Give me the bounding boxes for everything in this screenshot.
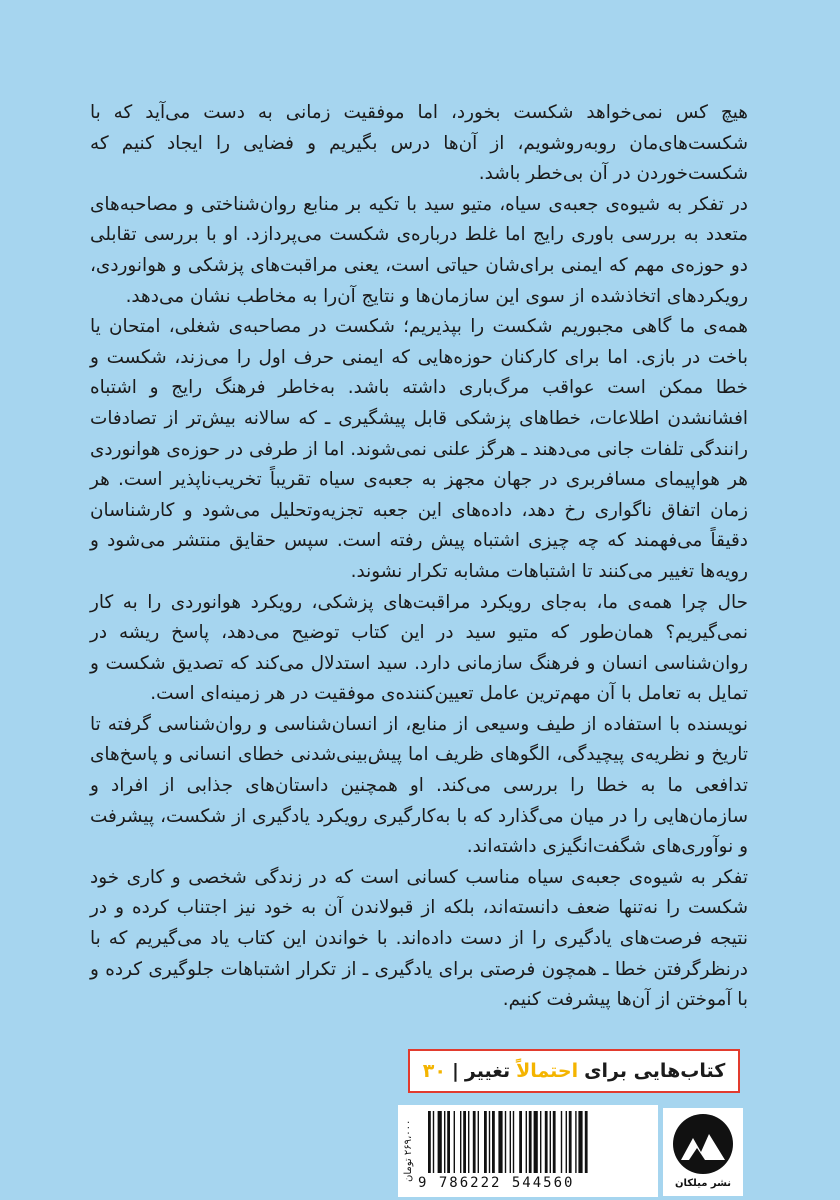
back-cover-text <box>90 98 748 1016</box>
paragraph: در تفکر به شیوه‌ی جعبه‌ی سیاه، متیو سید با تکیه بر منابع روان‌شناختی و مصاحبه‌های متعدد به بررسی باوری رایج اما غلط درباره‌ی شکست می‌پردازد. او با بررسی تقابلی دو حوزه‌ی مهم که ایمنی برای‌شان حیاتی است، یعنی مراقبت‌های پزشکی و هوانوردی، رویکردهای اتخاذشده از سوی این سازمان‌ها و نتایج آن‌را به مخاطب نشان می‌دهد. <box>90 193 748 307</box>
series-title-start: کتاب‌هایی برای <box>584 1060 726 1082</box>
isbn-number: 9 786222 544560 <box>418 1175 575 1191</box>
paragraph: حال چرا همه‌ی ما، به‌جای رویکرد مراقبت‌های پزشکی، رویکرد هوانوردی را به کار نمی‌گیریم؟ همان‌طور که متیو سید در این کتاب توضیح می‌دهد، پاسخ ریشه در روان‌شناسی انسان و فرهنگ سازمانی دارد. سید استدلال می‌کند که تصدیق شکست و تمایل به تعامل با آن مهم‌ترین عامل تعیین‌کننده‌ی موفقیت در هر زمینه‌ای است. <box>90 591 748 705</box>
series-title-highlight: احتمالاً <box>516 1060 579 1082</box>
paragraph: تفکر به شیوه‌ی جعبه‌ی سیاه مناسب کسانی است که در زندگی شخصی و کاری خود شکست را نه‌تنها ضعف دانسته‌اند، بلکه از قبولاندن آن به خود نیز اجتناب کرده و در نتیجه فرصت‌های یادگیری را از دست داده‌اند. با خواندن این کتاب یاد می‌گیریم که با درنظرگرفتن خطا ـ همچون فرصتی برای یادگیری ـ از تکرار اشتباهات جلوگیری کرده و با آموختن از آن‌ها پیشرفت کنیم. <box>90 866 748 1011</box>
paragraph: همه‌ی ما گاهی مجبوریم شکست را بپذیریم؛ شکست در مصاحبه‌ی شغلی، امتحان یا باخت در بازی. اما برای کارکنان حوزه‌هایی که ایمنی حرف اول را می‌زند، شکست و خطا ممکن است عواقب مرگ‌باری داشته باشد. به‌خاطر فرهنگ رایج و اشتباه افشانشدن اطلاعات، خطاهای پزشکی قابل پیشگیری ـ که سالانه بیش‌تر از تصادفات رانندگی تلفات جانی می‌دهند ـ هرگز علنی نمی‌شوند. اما از طرفی در حوزه‌ی هوانوردی هر هواپیمای مسافربری در جهان مجهز به جعبه‌ی سیاه تقریباً تخریب‌ناپذیر است. هر زمان اتفاق ناگواری رخ دهد، داده‌های این جعبه تجزیه‌وتحلیل می‌شود و کارشناسان دقیقاً می‌فهمند که چه چیزی اشتباه پیش رفته است. سپس حقایق منتشر می‌شود و رویه‌ها تغییر می‌کنند تا اشتباهات مشابه تکرار نشوند. <box>90 316 748 582</box>
publisher-name: نشر میلکان <box>674 1178 732 1189</box>
series-separator: | <box>451 1060 459 1082</box>
paragraph: هیچ کس نمی‌خواهد شکست بخورد، اما موفقیت زمانی به دست می‌آید که با شکست‌های‌مان روبه‌روشویم، از آن‌ها درس بگیریم و فضایی را ایجاد کنیم که شکست‌خوردن در آن بی‌خطر باشد. <box>90 102 748 185</box>
series-title-end: تغییر <box>464 1060 511 1082</box>
publisher-logo <box>663 1108 743 1196</box>
price-label: ۲۶۹،۰۰۰ تومان <box>403 1119 414 1183</box>
barcode-icon <box>428 1111 628 1173</box>
mountain-logo-icon <box>663 1108 743 1178</box>
series-number: ۳۰ <box>422 1060 446 1082</box>
series-label <box>408 1049 740 1093</box>
barcode-panel <box>398 1105 658 1197</box>
paragraph: نویسنده با استفاده از طیف وسیعی از منابع، از انسان‌شناسی و روان‌شناسی گرفته تا تاریخ و نظریه‌ی پیچیدگی، الگوهای ظریف اما پیش‌بینی‌شدنی خطای انسانی و پاسخ‌های تدافعی ما به خطا را بررسی می‌کند. او همچنین داستان‌های جذابی از افراد و سازمان‌هایی را در میان می‌گذارد که با به‌کارگیری رویکرد یادگیری از شکست، پیشرفت و نوآوری‌های شگفت‌انگیزی داشته‌اند. <box>90 713 748 858</box>
